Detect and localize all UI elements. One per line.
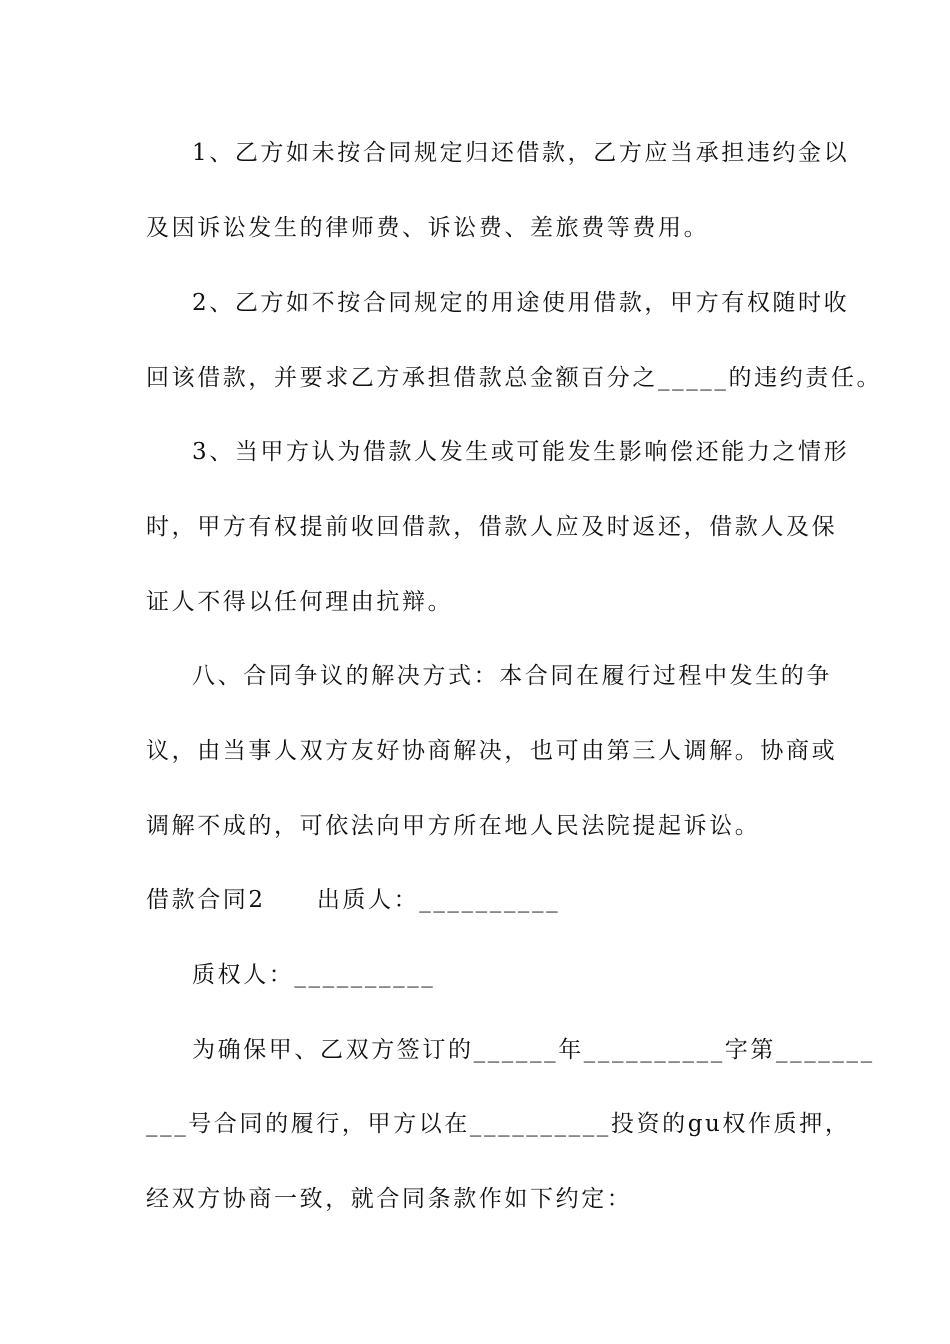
paragraph-line: 时，甲方有权提前收回借款，借款人应及时返还，借款人及保 bbox=[146, 514, 838, 540]
paragraph-line: 证人不得以任何理由抗辩。 bbox=[146, 589, 454, 615]
paragraph-line: 经双方协商一致，就合同条款作如下约定： bbox=[146, 1186, 633, 1212]
paragraph-line: 2、乙方如不按合同规定的用途使用借款，甲方有权随时收 bbox=[192, 290, 850, 316]
paragraph-line: ___号合同的履行，甲方以在__________投资的gu权作质押， bbox=[146, 1111, 851, 1137]
paragraph-line: 3、当甲方认为借款人发生或可能发生影响偿还能力之情形 bbox=[192, 439, 850, 465]
paragraph-line: 回该借款，并要求乙方承担借款总金额百分之_____的违约责任。 bbox=[146, 365, 883, 391]
paragraph-line: 1、乙方如未按合同规定归还借款，乙方应当承担违约金以 bbox=[192, 140, 850, 166]
paragraph-line: 及因诉讼发生的律师费、诉讼费、差旅费等费用。 bbox=[146, 215, 710, 241]
contract-heading-line: 借款合同2 出质人：__________ bbox=[146, 887, 561, 913]
paragraph-line: 质权人：__________ bbox=[192, 962, 436, 988]
paragraph-line: 八、合同争议的解决方式：本合同在履行过程中发生的争 bbox=[192, 663, 832, 689]
paragraph-line: 为确保甲、乙双方签订的______年__________字第_______ bbox=[192, 1037, 875, 1063]
paragraph-line: 调解不成的，可依法向甲方所在地人民法院提起诉讼。 bbox=[146, 813, 761, 839]
paragraph-line: 议，由当事人双方友好协商解决，也可由第三人调解。协商或 bbox=[146, 738, 838, 764]
